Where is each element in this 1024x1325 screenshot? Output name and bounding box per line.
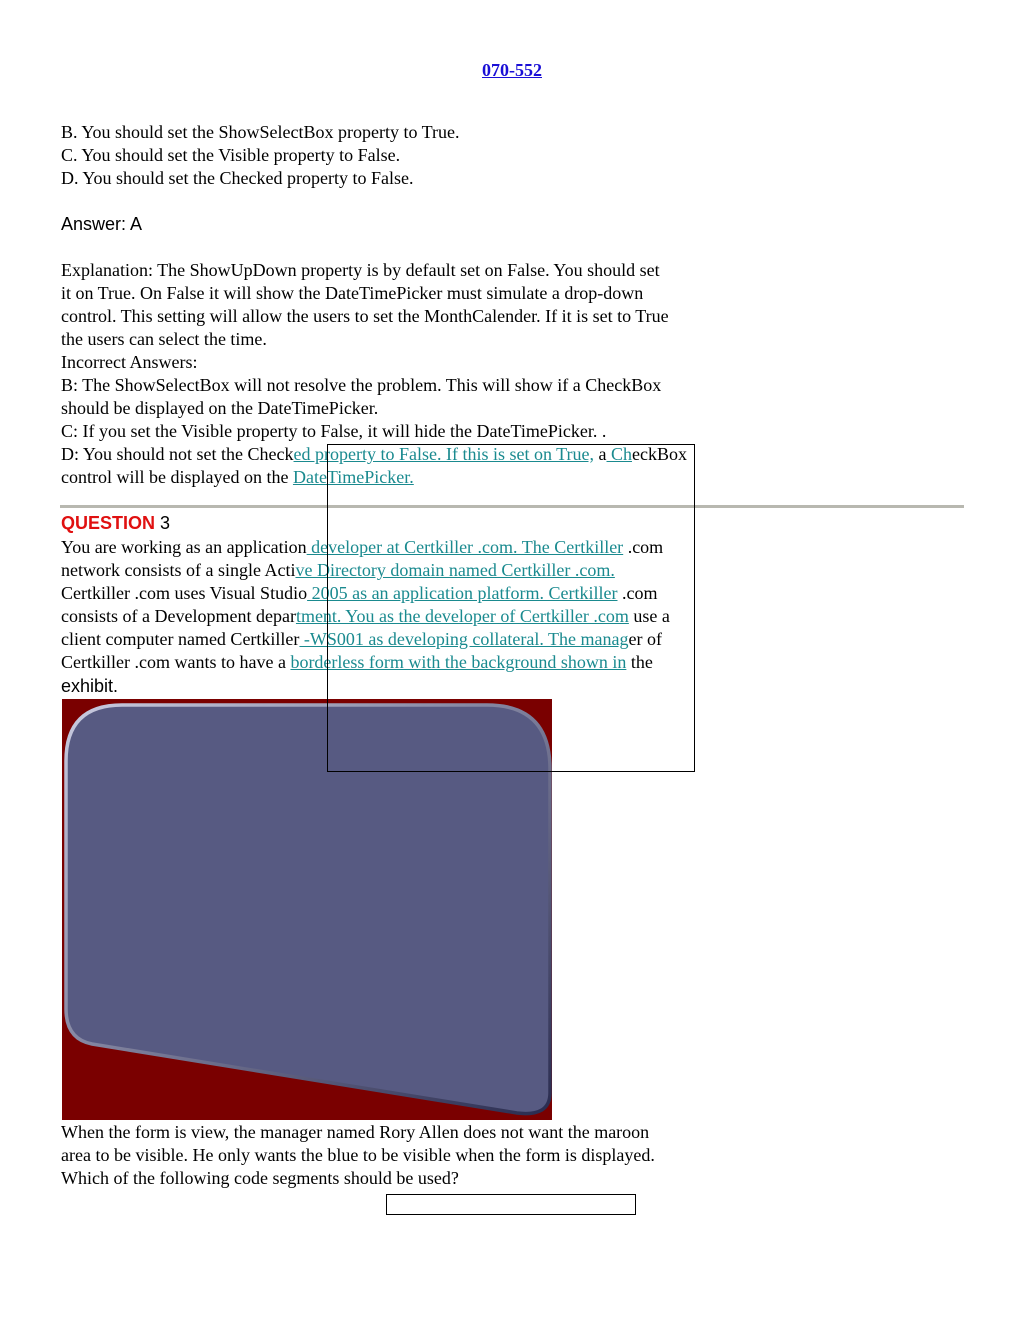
link[interactable]: ve Directory domain named Certkiller .com.	[295, 560, 615, 580]
body-line: area to be visible. He only wants the blue to be visible when the form is displayed.	[61, 1145, 655, 1165]
overlay-frame	[386, 1194, 636, 1215]
text: client computer named Certkiller	[61, 629, 300, 649]
explanation-line: the users can select the time.	[61, 329, 267, 349]
link[interactable]: tment. You as the developer of Certkiller .com	[295, 606, 629, 626]
link[interactable]: borderless form with the background shown in	[290, 652, 627, 672]
text: er of	[628, 629, 662, 649]
link[interactable]: Ch	[606, 444, 633, 464]
explanation-line: should be displayed on the DateTimePicker.	[61, 398, 379, 418]
option-c: C. You should set the Visible property to False.	[61, 145, 401, 165]
text: consists of a Development depar	[61, 606, 296, 626]
link[interactable]: DateTimePicker.	[292, 467, 414, 487]
incorrect-answers-heading: Incorrect Answers:	[61, 352, 198, 372]
text: control will be displayed on the	[61, 467, 293, 487]
text: You are working as an application	[61, 537, 307, 557]
explanation-line: control. This setting will allow the users to set the MonthCalender. If it is set to True	[61, 306, 669, 326]
text: .com	[623, 537, 664, 557]
question-number: 3	[155, 513, 171, 533]
link[interactable]: ed property to False. If this is set on True,	[293, 444, 594, 464]
question-line: exhibit.	[61, 676, 119, 696]
text: .com	[617, 583, 658, 603]
explanation-line: it on True. On False it will show the DateTimePicker must simulate a drop-down	[61, 283, 644, 303]
option-d: D. You should set the Checked property to False.	[61, 168, 414, 188]
text: D: You should not set the Check	[61, 444, 294, 464]
text: use a	[628, 606, 670, 626]
option-b: B. You should set the ShowSelectBox property to True.	[61, 122, 460, 142]
text: the	[626, 652, 653, 672]
question-heading	[61, 512, 170, 535]
text: a	[594, 444, 607, 464]
explanation-line: B: The ShowSelectBox will not resolve the problem. This will show if a CheckBox	[61, 375, 662, 395]
explanation-line: C: If you set the Visible property to False, it will hide the DateTimePicker. .	[61, 421, 607, 441]
body-line: When the form is view, the manager named Rory Allen does not want the maroon	[61, 1122, 650, 1142]
text: network consists of a single Acti	[61, 560, 296, 580]
answer: Answer: A	[61, 214, 143, 234]
link[interactable]: developer at Certkiller .com. The Certkiller	[306, 537, 624, 557]
overlay-frame	[327, 444, 695, 772]
link[interactable]: -WS001 as developing collateral. The manag	[299, 629, 629, 649]
link[interactable]: 2005 as an application platform. Certkiller	[307, 583, 618, 603]
text: Certkiller .com uses Visual Studio	[61, 583, 308, 603]
explanation-line: Explanation: The ShowUpDown property is by default set on False. You should set	[61, 260, 660, 280]
text: eckBox	[632, 444, 687, 464]
page-header[interactable]: 070-552	[482, 60, 542, 80]
question-label: QUESTION	[61, 513, 156, 533]
text: Certkiller .com wants to have a	[61, 652, 291, 672]
body-line: Which of the following code segments should be used?	[61, 1168, 459, 1188]
